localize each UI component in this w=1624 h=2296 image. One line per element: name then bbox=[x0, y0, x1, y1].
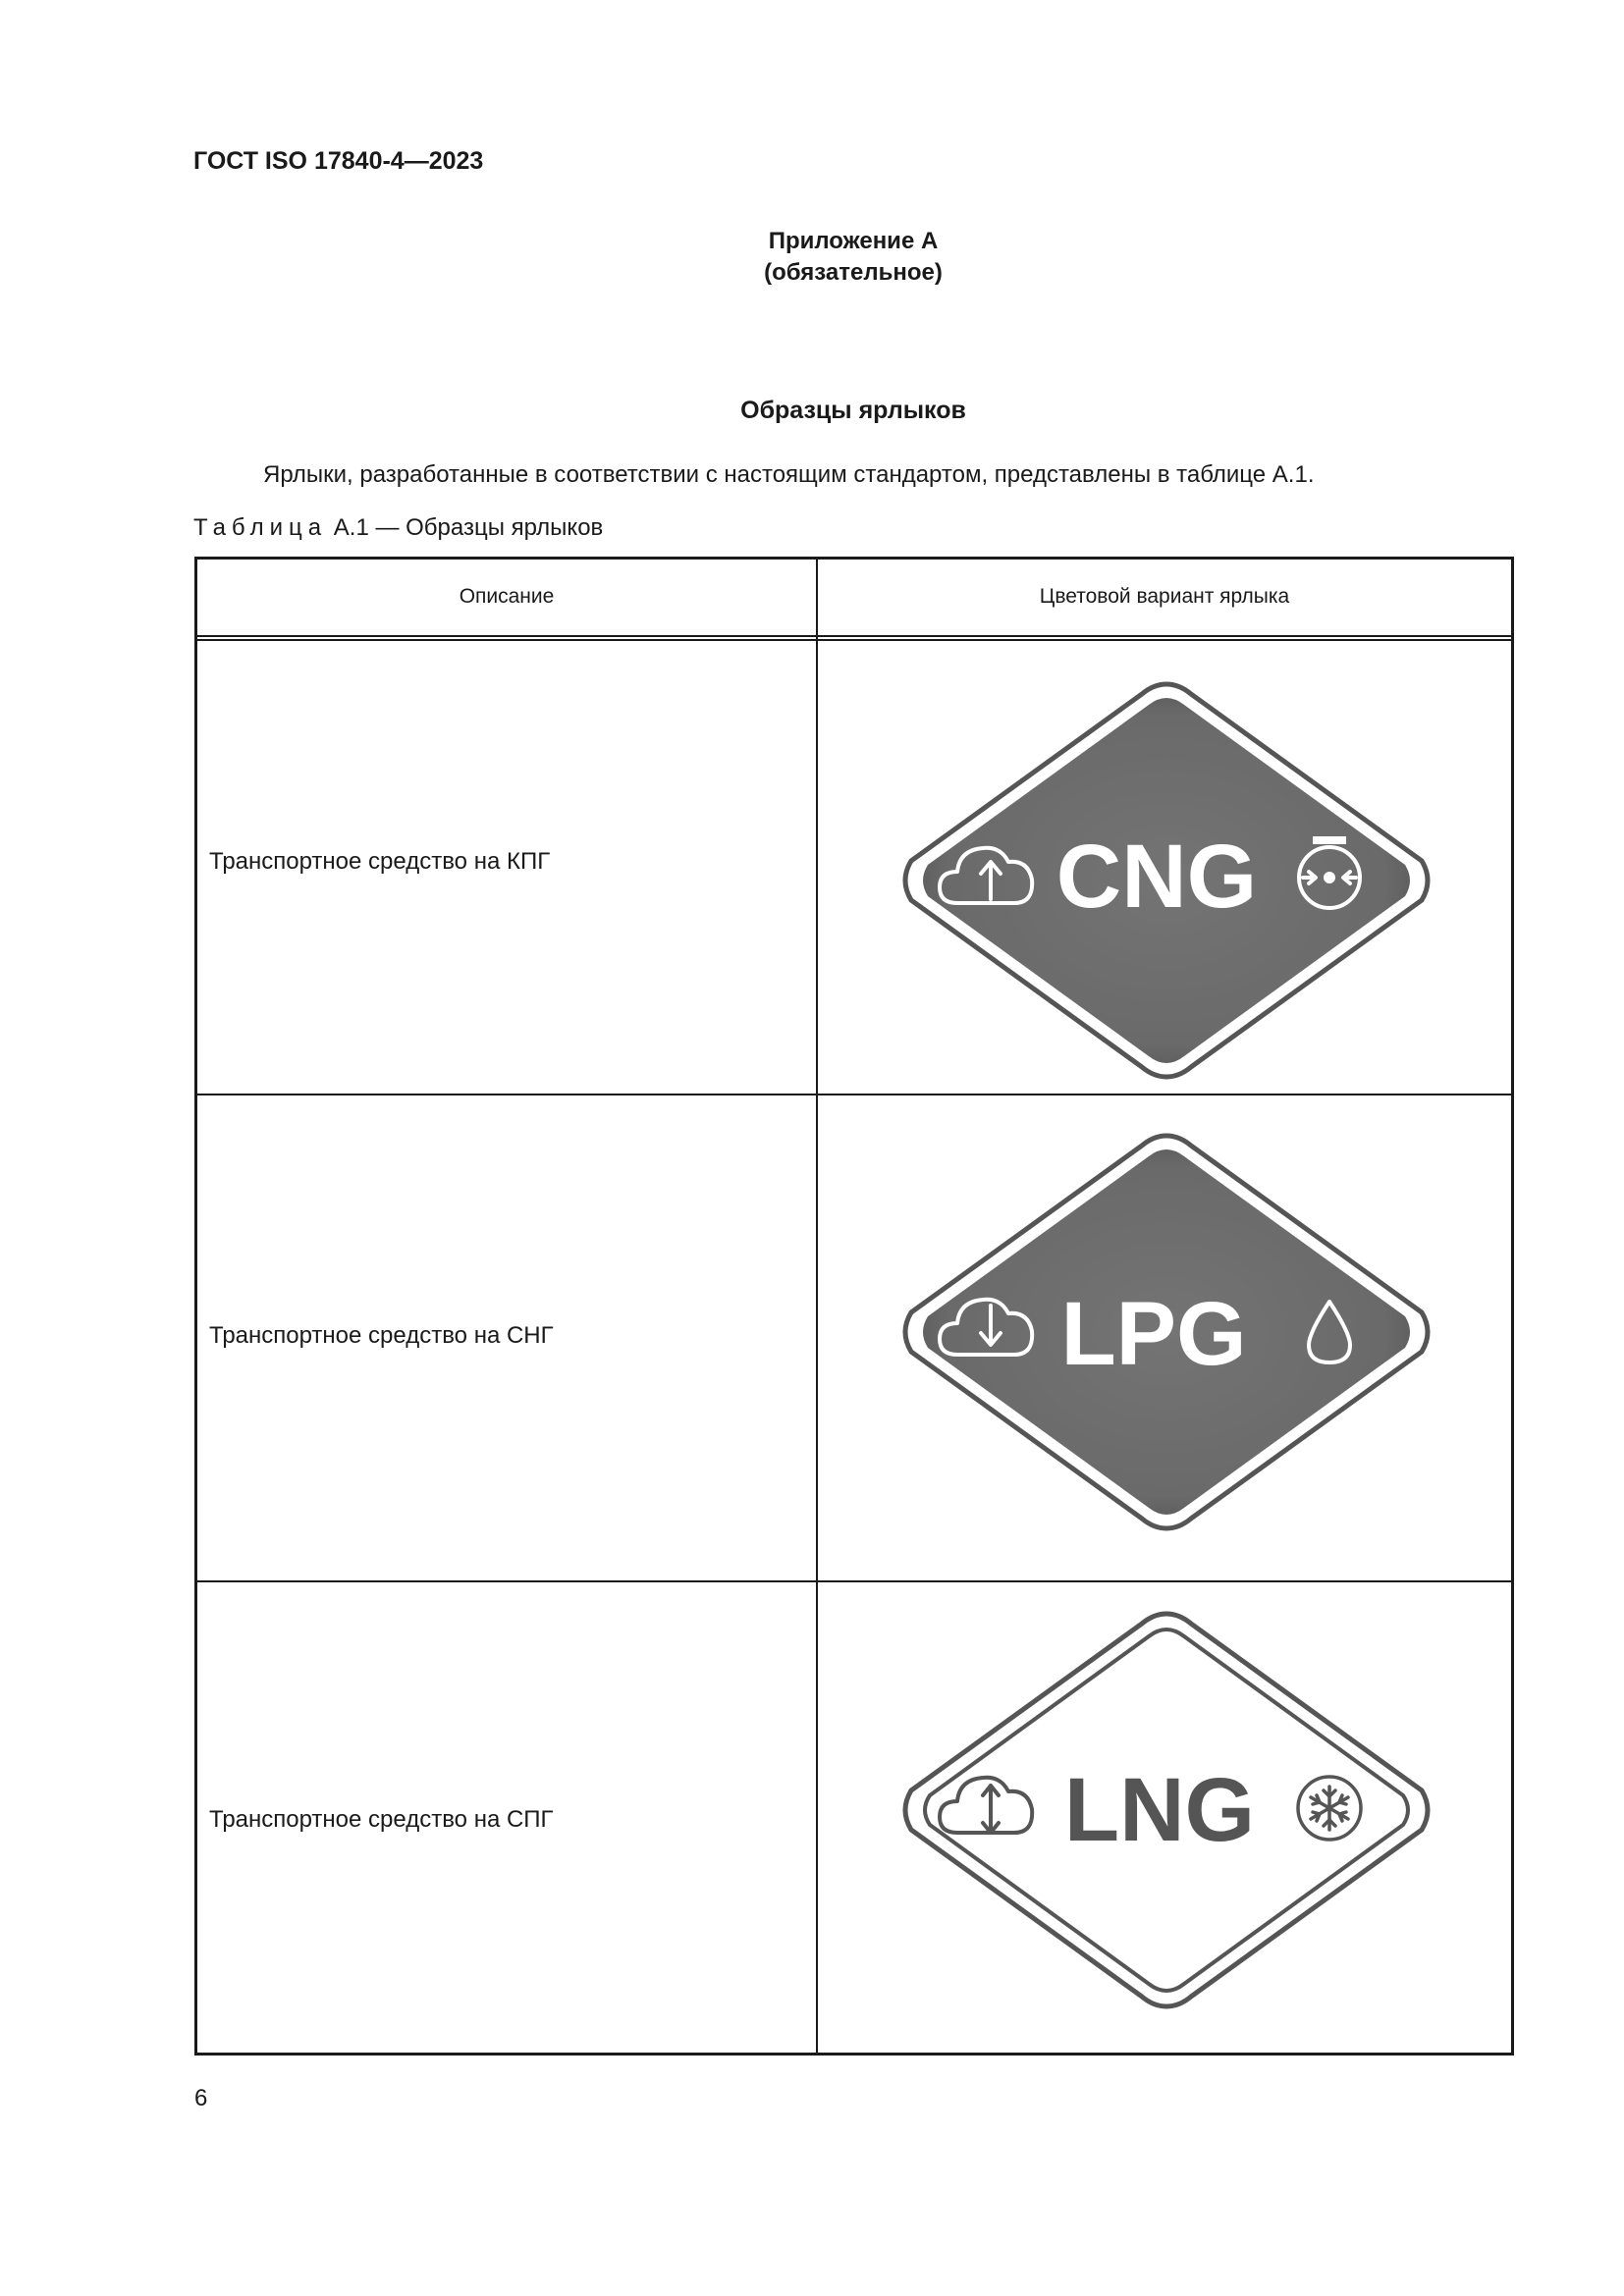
header-divider bbox=[197, 635, 1511, 641]
section-title: Образцы ярлыков bbox=[740, 397, 966, 424]
column-divider bbox=[816, 560, 818, 2053]
appendix-heading bbox=[0, 226, 1624, 289]
lpg-label bbox=[896, 1131, 1436, 1533]
appendix-status: (обязательное) bbox=[764, 259, 943, 286]
table-caption-text: А.1 — Образцы ярлыков bbox=[333, 514, 604, 541]
row-description-cng: Транспортное средство на КПГ bbox=[209, 848, 551, 875]
row-description-lng: Транспортное средство на СПГ bbox=[209, 1806, 554, 1833]
table-caption-prefix: Таблица bbox=[193, 514, 328, 541]
row-divider bbox=[197, 1094, 1511, 1095]
lng-label-text: LNG bbox=[1063, 1760, 1256, 1860]
labels-table bbox=[194, 557, 1514, 2056]
cng-label-text: CNG bbox=[1056, 827, 1258, 927]
row-divider bbox=[197, 1580, 1511, 1582]
standard-code: ГОСТ ISO 17840-4—2023 bbox=[193, 147, 484, 175]
appendix-title: Приложение А bbox=[768, 228, 939, 254]
page-number: 6 bbox=[194, 2085, 208, 2111]
column-header-description: Описание bbox=[459, 585, 555, 608]
column-header-label-variant: Цветовой вариант ярлыка bbox=[1039, 585, 1290, 608]
row-description-lpg: Транспортное средство на СНГ bbox=[209, 1322, 554, 1349]
intro-paragraph: Ярлыки, разработанные в соответствии с настоящим стандартом, представлены в таблице А.1. bbox=[263, 461, 1315, 488]
table-caption bbox=[193, 514, 603, 542]
lng-label bbox=[896, 1609, 1436, 2011]
lpg-label-text: LPG bbox=[1060, 1284, 1247, 1384]
cng-label bbox=[896, 679, 1436, 1082]
